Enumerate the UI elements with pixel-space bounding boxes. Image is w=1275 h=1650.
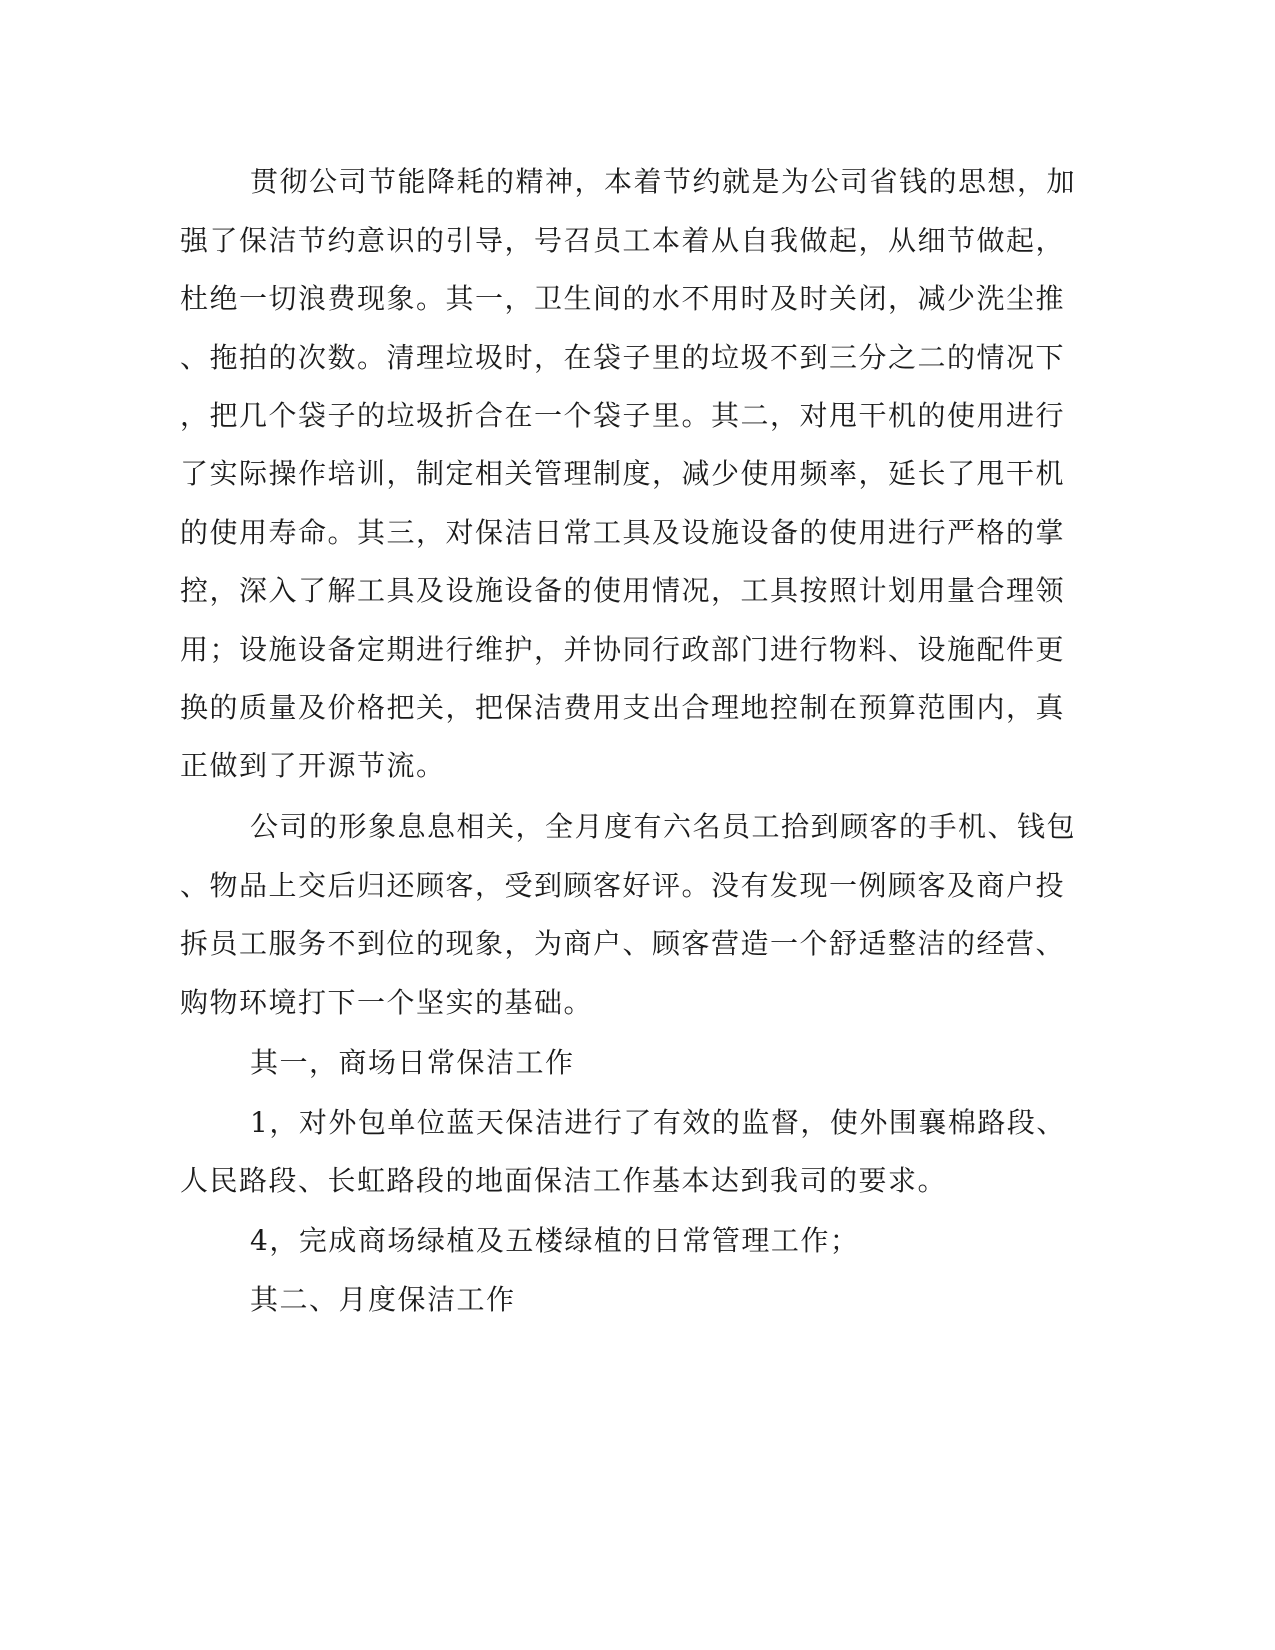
text-line: 公司的形象息息相关，全月度有六名员工拾到顾客的手机、钱包 (250, 810, 1077, 843)
text-line: 购物环境打下一个坚实的基础。 (180, 986, 594, 1019)
text-line: 、拖拍的次数。清理垃圾时，在袋子里的垃圾不到三分之二的情况下 (180, 341, 1066, 374)
text-line: 人民路段、长虹路段的地面保洁工作基本达到我司的要求。 (180, 1164, 948, 1197)
text-line: 的使用寿命。其三，对保洁日常工具及设施设备的使用进行严格的掌 (180, 516, 1066, 549)
text-line: 用；设施设备定期进行维护，并协同行政部门进行物料、设施配件更 (180, 633, 1066, 666)
text-line: 换的质量及价格把关，把保洁费用支出合理地控制在预算范围内，真 (180, 691, 1066, 724)
text-line: ，把几个袋子的垃圾折合在一个袋子里。其二，对甩干机的使用进行 (180, 399, 1066, 432)
text-line: 拆员工服务不到位的现象，为商户、顾客营造一个舒适整洁的经营、 (180, 927, 1066, 960)
text-line: 控，深入了解工具及设施设备的使用情况，工具按照计划用量合理领 (180, 574, 1066, 607)
section-heading: 其二、月度保洁工作 (250, 1283, 516, 1316)
text-line: 1，对外包单位蓝天保洁进行了有效的监督，使外围襄棉路段、 (250, 1106, 1066, 1139)
text-line: 4，完成商场绿植及五楼绿植的日常管理工作； (250, 1224, 860, 1257)
text-line: 杜绝一切浪费现象。其一，卫生间的水不用时及时关闭，减少洗尘推 (180, 282, 1066, 315)
text-line: 、物品上交后归还顾客，受到顾客好评。没有发现一例顾客及商户投 (180, 869, 1066, 902)
section-heading: 其一，商场日常保洁工作 (250, 1046, 575, 1079)
text-line: 了实际操作培训，制定相关管理制度，减少使用频率，延长了甩干机 (180, 457, 1066, 490)
text-line: 强了保洁节约意识的引导，号召员工本着从自我做起，从细节做起， (180, 224, 1066, 257)
text-line: 正做到了开源节流。 (180, 749, 446, 782)
text-line: 贯彻公司节能降耗的精神，本着节约就是为公司省钱的思想，加 (250, 165, 1077, 198)
